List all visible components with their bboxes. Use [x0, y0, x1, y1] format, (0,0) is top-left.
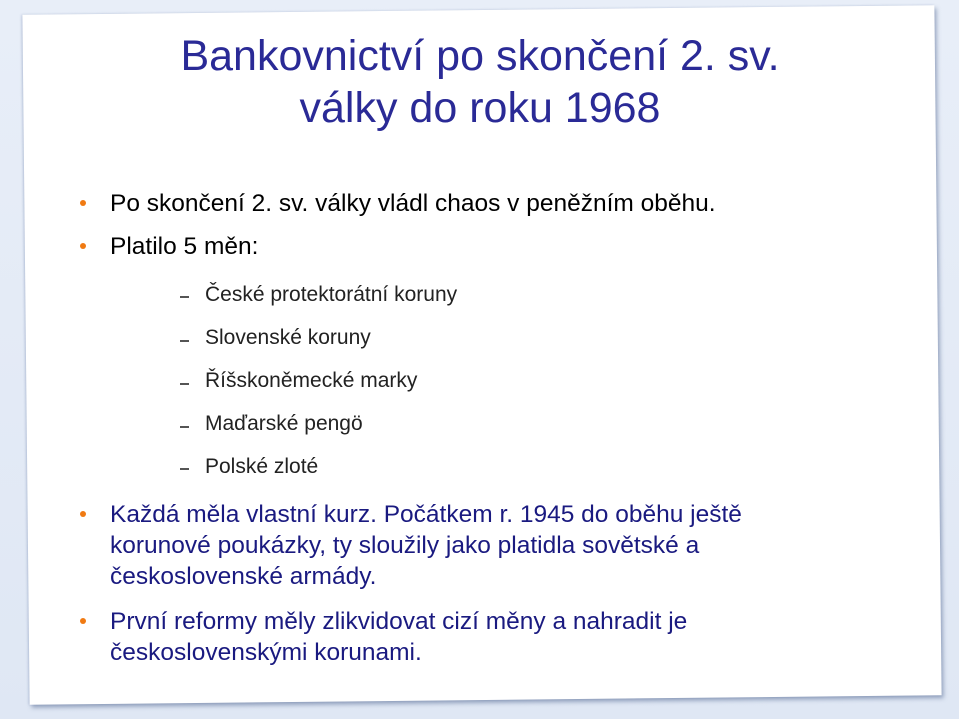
bullet-text-4-line-2: československými korunami.	[110, 639, 422, 666]
bullet-text-3-line-1: Každá měla vlastní kurz. Počátkem r. 1945 do oběhu ještě	[110, 501, 742, 528]
bullet-icon	[80, 618, 86, 624]
bullet-text-4-line-1: První reformy měly zlikvidovat cizí měny a nahradit je	[110, 608, 688, 635]
bullet-text-2: Platilo 5 měn:	[110, 233, 259, 260]
sub-item: Slovenské koruny	[205, 326, 371, 349]
sub-item: Polské zloté	[205, 455, 319, 478]
dash-icon	[180, 296, 189, 298]
bullet-text-1: Po skončení 2. sv. války vládl chaos v peněžním oběhu.	[110, 190, 716, 217]
dash-icon	[180, 426, 189, 428]
bullet-icon	[80, 243, 86, 249]
bullet-text-3-line-3: československé armády.	[110, 563, 377, 590]
slide-title	[60, 30, 900, 134]
bullet-icon	[80, 511, 86, 517]
dash-icon	[180, 383, 189, 385]
sub-item: Maďarské pengö	[205, 412, 363, 435]
dash-icon	[180, 468, 189, 470]
title-line-1: Bankovnictví po skončení 2. sv.	[180, 32, 780, 80]
dash-icon	[180, 340, 189, 342]
title-line-2: války do roku 1968	[299, 84, 661, 132]
sub-item: Říšskoněmecké marky	[205, 369, 418, 392]
bullet-text-3-line-2: korunové poukázky, ty sloužily jako platidla sovětské a	[110, 532, 700, 559]
bullet-icon	[80, 200, 86, 206]
sub-item: České protektorátní koruny	[205, 283, 458, 306]
